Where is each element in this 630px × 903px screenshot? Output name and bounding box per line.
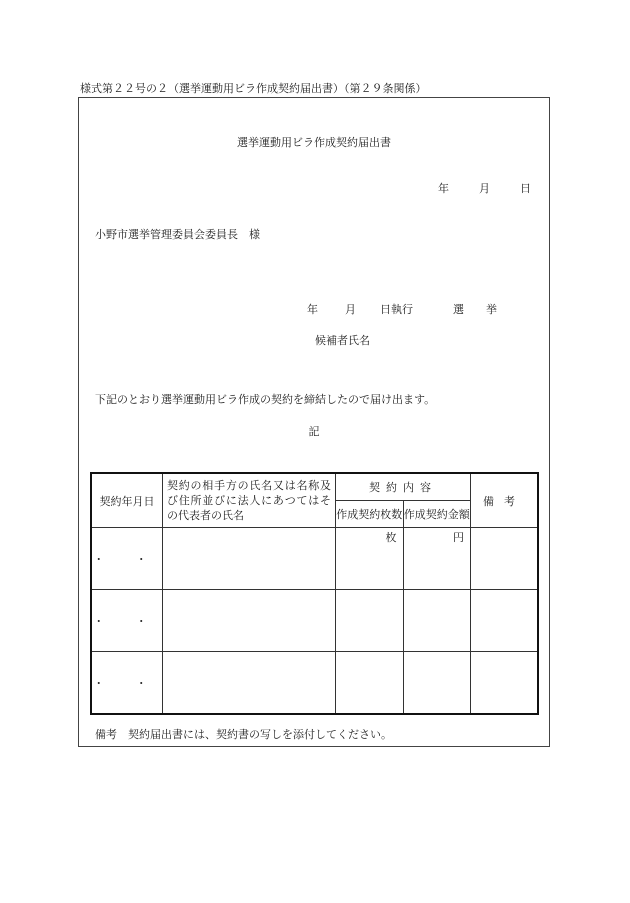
row-date: ・ ・ [91,528,163,590]
row-counterparty [163,652,336,715]
row-sheets [336,590,404,652]
row-remarks [471,652,539,715]
header-contract-date: 契約年月日 [91,473,163,528]
election-day-label: 日執行 [380,303,413,316]
date-year-label: 年 [438,182,449,195]
remarks-note: 備考 契約届出書には、契約書の写しを添付してください。 [95,728,392,741]
row-remarks [471,528,539,590]
row-counterparty [163,590,336,652]
election-line [307,301,497,317]
date-day-label: 日 [520,182,531,195]
row-date: ・ ・ [91,652,163,715]
sheets-unit: 枚 [385,530,397,544]
form-caption: 様式第２２号の２（選挙運動用ビラ作成契約届出書）（第２９条関係） [80,82,427,95]
document-title: 選挙運動用ビラ作成契約届出書 [237,136,391,149]
header-amount: 作成契約金額 [403,501,471,528]
row-sheets [336,528,404,590]
header-counterparty: 契約の相手方の氏名又は名称及び住所並びに法人にあつてはその代表者の氏名 [163,473,336,528]
addressee: 小野市選挙管理委員会委員長 様 [95,228,260,241]
table-row [91,528,538,590]
form-frame [78,97,550,747]
row-counterparty [163,528,336,590]
date-line [438,180,531,196]
candidate-name-label: 候補者氏名 [315,334,370,347]
header-content: 契約内容 [336,473,471,501]
ki-heading: 記 [308,425,320,438]
table-header-row [91,473,538,501]
table-row [91,652,538,715]
row-remarks [471,590,539,652]
election-sen-label: 選 [453,303,464,316]
row-amount [403,652,471,715]
election-kyo-label: 挙 [486,303,497,316]
row-amount [403,528,471,590]
election-month-label: 月 [345,303,356,316]
date-month-label: 月 [479,182,490,195]
row-date: ・ ・ [91,590,163,652]
header-remarks: 備考 [471,473,539,528]
header-sheets: 作成契約枚数 [336,501,404,528]
election-year-label: 年 [307,303,318,316]
row-sheets [336,652,404,715]
body-text: 下記のとおり選挙運動用ビラ作成の契約を締結したので届け出ます。 [95,393,436,406]
amount-unit: 円 [453,530,464,544]
row-amount [403,590,471,652]
table-row [91,590,538,652]
contract-table [90,472,539,715]
